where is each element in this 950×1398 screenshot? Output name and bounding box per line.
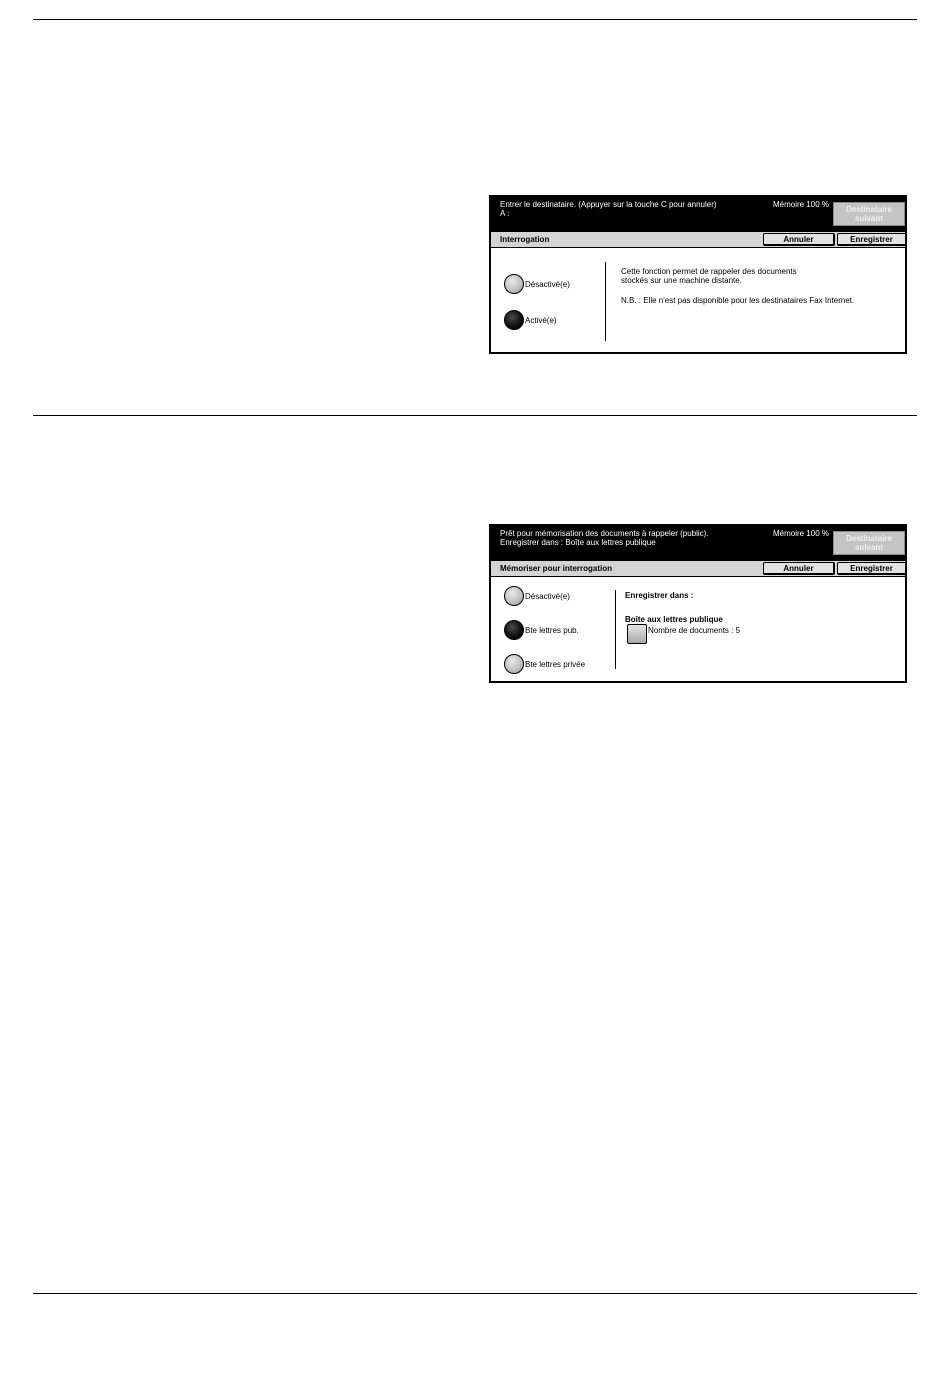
radio-private-mailbox-indicator[interactable]	[504, 654, 524, 674]
radio-off-label: Désactivé(e)	[525, 279, 570, 289]
radio-off-indicator[interactable]	[504, 274, 524, 294]
next-recipient-button[interactable]	[833, 531, 905, 555]
next-recipient-label-2: suivant	[854, 214, 883, 223]
mailbox-title: Boîte aux lettres publique	[625, 615, 723, 624]
feature-title-bar	[491, 232, 905, 248]
status-header	[491, 526, 905, 561]
note-text: N.B. : Elle n'est pas disponible pour les destinataires Fax Internet.	[621, 296, 855, 305]
status-message: Prêt pour mémorisation des documents à rappeler (public).	[500, 529, 709, 538]
radio-public-mailbox-indicator[interactable]	[504, 620, 524, 640]
radio-off-label: Désactivé(e)	[525, 591, 570, 601]
save-destination-status: Enregistrer dans : Boîte aux lettres publique	[500, 538, 656, 547]
vertical-divider	[605, 262, 606, 341]
feature-title-bar	[491, 561, 905, 577]
memory-indicator: Mémoire 100 %	[772, 200, 829, 209]
description-line-1: Cette fonction permet de rappeler des documents	[621, 267, 797, 276]
feature-title: Interrogation	[500, 235, 550, 244]
description-line-2: stockés sur une machine distante.	[621, 276, 742, 285]
radio-private-mailbox-label: Bte lettres privée	[525, 659, 586, 669]
radio-on-indicator[interactable]	[504, 310, 524, 330]
vertical-divider	[615, 590, 616, 669]
radio-private-mailbox[interactable]	[504, 653, 585, 675]
radio-public-mailbox-label: Bte lettres pub.	[525, 625, 579, 635]
next-recipient-label-2: suivant	[854, 543, 883, 552]
radio-on[interactable]	[504, 309, 557, 331]
save-button[interactable]: Enregistrer	[837, 233, 907, 246]
top-rule	[33, 19, 917, 20]
memory-indicator: Mémoire 100 %	[772, 529, 829, 538]
radio-off-indicator[interactable]	[504, 586, 524, 606]
middle-rule	[33, 415, 917, 416]
radio-off[interactable]	[504, 273, 570, 295]
next-recipient-button[interactable]	[833, 202, 905, 226]
cancel-button[interactable]: Annuler	[763, 233, 835, 246]
document-count: Nombre de documents : 5	[648, 626, 741, 635]
next-recipient-label-1: Destinataire	[846, 205, 892, 214]
radio-off[interactable]	[504, 585, 570, 607]
next-recipient-label-1: Destinataire	[846, 534, 892, 543]
store-for-polling-screen	[489, 524, 907, 683]
radio-public-mailbox[interactable]	[504, 619, 579, 641]
save-in-label: Enregistrer dans :	[625, 591, 694, 600]
bottom-rule	[33, 1293, 917, 1294]
radio-on-label: Activé(e)	[525, 315, 557, 325]
interrogation-screen	[489, 195, 907, 354]
feature-title: Mémoriser pour interrogation	[500, 564, 613, 573]
status-message: Entrer le destinataire. (Appuyer sur la touche C pour annuler)	[500, 200, 717, 209]
mailbox-select-button[interactable]	[627, 624, 647, 644]
status-header	[491, 197, 905, 232]
recipient-field: A :	[500, 209, 510, 218]
save-button[interactable]: Enregistrer	[837, 562, 907, 575]
cancel-button[interactable]: Annuler	[763, 562, 835, 575]
